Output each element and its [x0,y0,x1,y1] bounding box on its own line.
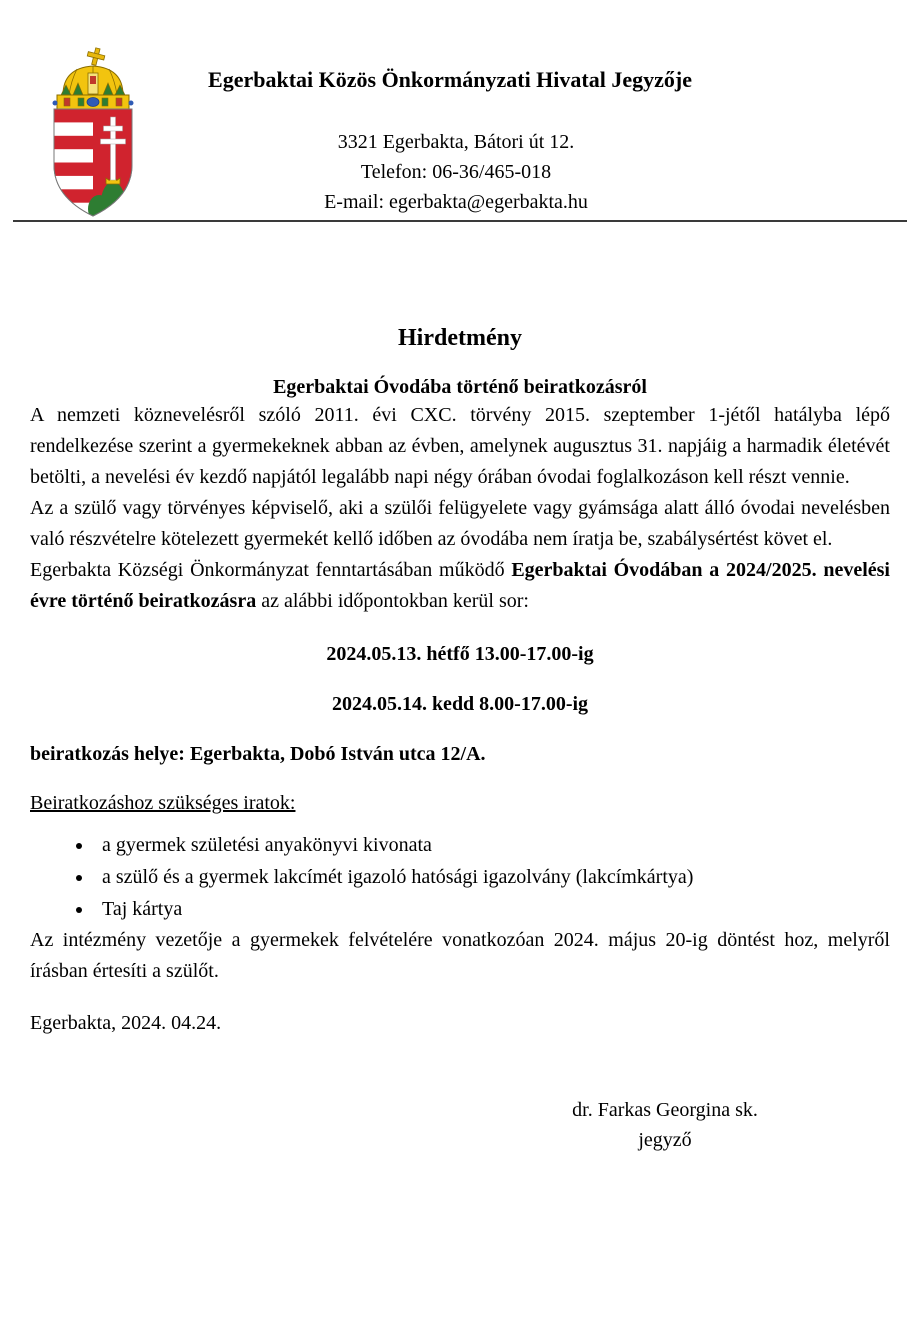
paragraph-law-reference: A nemzeti köznevelésről szóló 2011. évi CXC. törvény 2015. szeptember 1-jétől hatályba lépő rendelkezése szerint a gyermekeknek abban az évben, amelynek augusztus 31. napjáig a harmadik életévét betölti, a nevelési év kezdő napjától legalább napi négy órában óvodai foglalkozáson kell részt vennie. [30,404,890,488]
document-subtitle: Egerbaktai Óvodába történő beiratkozásról [273,376,647,398]
paragraph-parent-obligation: Az a szülő vagy törvényes képviselő, aki a szülői felügyelete vagy gyámsága alatt álló óvodai nevelésben való részvételre kötelezett gyermekét kellő időben az óvodába nem íratja be, szabálysértést követ el. [30,497,890,550]
list-item: • a szülő és a gyermek lakcímét igazoló hatósági igazolvány (lakcímkártya) [94,861,890,893]
signature-block [505,1095,825,1155]
list-item: • Taj kártya [94,893,890,925]
office-title: Egerbaktai Közös Önkormányzati Hivatal Jegyzője [208,67,692,92]
signature-name: dr. Farkas Georgina sk. [572,1099,758,1121]
office-email: E-mail: egerbakta@egerbakta.hu [324,191,588,213]
enrollment-intro-text-2: az alábbi időpontokban kerül sor: [256,590,529,612]
list-item: • a gyermek születési anyakönyvi kivonata [94,829,890,861]
contact-block [0,127,912,217]
required-documents-list [30,829,890,925]
document-title: Hirdetmény [398,325,522,351]
place-date-line: Egerbakta, 2024. 04.24. [30,1012,222,1034]
letterhead [0,0,920,222]
office-address: 3321 Egerbakta, Bátori út 12. [337,131,575,153]
required-documents-heading: Beiratkozáshoz szükséges iratok: [30,792,296,814]
enrollment-intro-text-1: Egerbakta Községi Önkormányzat fenntartásában működő [30,559,512,581]
header-divider [13,220,907,222]
office-phone: Telefon: 06-36/465-018 [360,161,552,183]
enrollment-location: beiratkozás helye: Egerbakta, Dobó István utca 12/A. [30,743,486,765]
enrollment-date-monday: 2024.05.13. hétfő 13.00-17.00-ig [326,643,594,665]
enrollment-intro-bold: Egerbaktai Óvodában a 2024/2025. nevelési évre történő beiratkozásra [30,559,890,612]
paragraph-enrollment-intro [30,555,890,617]
enrollment-date-tuesday: 2024.05.14. kedd 8.00-17.00-ig [331,693,589,715]
document-body [0,222,920,1155]
signature-title: jegyző [638,1129,692,1151]
paragraph-decision: Az intézmény vezetője a gyermekek felvételére vonatkozóan 2024. május 20-ig döntést hoz, melyről írásban értesíti a szülőt. [30,929,890,982]
